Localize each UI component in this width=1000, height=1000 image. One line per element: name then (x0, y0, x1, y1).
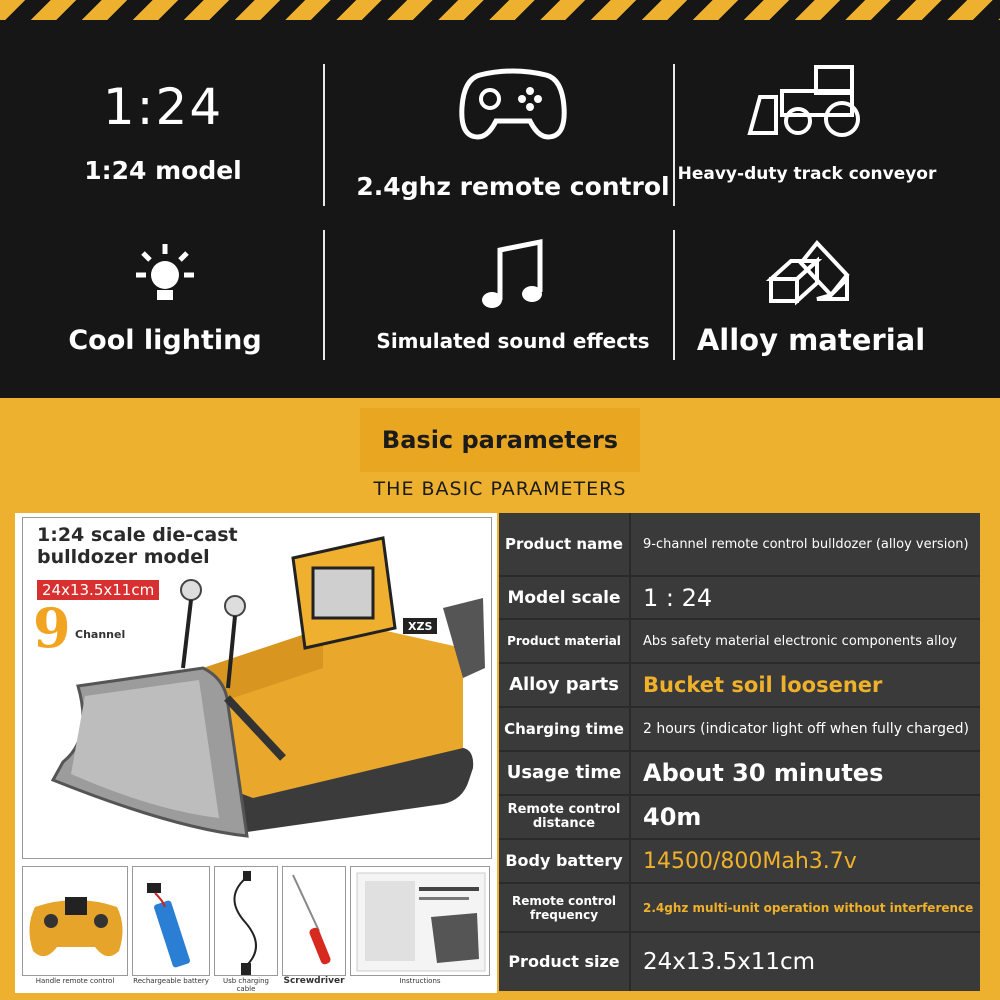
param-key: Remote control distance (499, 796, 631, 838)
accessory-label: Screwdriver (283, 976, 345, 986)
table-row (499, 884, 980, 933)
param-key: Product name (499, 513, 631, 575)
param-key: Alloy parts (499, 664, 631, 706)
hazard-stripe (0, 0, 1000, 20)
channel-number: 9 (33, 596, 71, 660)
ingot-icon (651, 235, 971, 315)
light-bulb-icon (5, 235, 325, 315)
divider (323, 64, 325, 206)
accessory-screwdriver (282, 866, 346, 976)
feature-scale (3, 62, 323, 185)
table-row (499, 708, 980, 752)
dimensions-tag: 24x13.5x11cm (37, 580, 159, 600)
table-row (499, 513, 980, 577)
image-caption: 1:24 scale die-cast bulldozer model (37, 524, 238, 568)
section-title-box (360, 408, 640, 472)
param-value: 24x13.5x11cm (643, 949, 816, 975)
param-value: 9-channel remote control bulldozer (alloy version) (643, 536, 969, 552)
param-value: Abs safety material electronic components alloy (643, 633, 957, 649)
music-note-icon (353, 235, 673, 315)
gamepad-icon (353, 58, 673, 148)
bulldozer-icon (647, 56, 967, 146)
param-value: 1 : 24 (643, 583, 713, 612)
accessory-label: Handle remote control (35, 977, 115, 985)
param-key: Remote control frequency (499, 884, 631, 931)
feature-remote (353, 58, 673, 201)
table-row (499, 664, 980, 708)
parameters-table (499, 513, 980, 991)
table-row (499, 620, 980, 664)
feature-alloy (651, 235, 971, 357)
param-key: Product material (499, 620, 631, 662)
param-key: Usage time (499, 752, 631, 794)
accessory-usb-cable (214, 866, 278, 976)
accessory-label: Usb charging cable (222, 977, 270, 993)
feature-sound-label: Simulated sound effects (376, 329, 650, 353)
feature-remote-label: 2.4ghz remote control (356, 172, 670, 201)
accessory-label: Instructions (399, 977, 441, 985)
usb-cable-icon (215, 867, 278, 976)
accessory-label: Rechargeable battery (133, 977, 209, 985)
feature-track (647, 56, 967, 184)
table-row (499, 796, 980, 840)
product-image-panel (15, 513, 497, 993)
feature-track-label: Heavy-duty track conveyor (677, 164, 937, 184)
screwdriver-icon (283, 867, 346, 976)
param-value: About 30 minutes (643, 759, 884, 787)
param-key: Model scale (499, 577, 631, 618)
accessory-battery (132, 866, 210, 976)
accessory-remote (22, 866, 128, 976)
channel-word: Channel (75, 628, 126, 641)
table-row (499, 752, 980, 796)
table-row (499, 840, 980, 884)
table-row (499, 933, 980, 991)
param-value: 2.4ghz multi-unit operation without interference (643, 900, 974, 915)
param-value: 14500/800Mah3.7v (643, 848, 857, 874)
feature-alloy-label: Alloy material (696, 323, 926, 357)
param-key: Product size (499, 933, 631, 991)
param-key: Charging time (499, 708, 631, 750)
param-key: Body battery (499, 840, 631, 882)
param-value: Bucket soil loosener (643, 673, 883, 697)
remote-controller-icon (23, 867, 128, 976)
feature-lighting (5, 235, 325, 356)
scale-display: 1:24 (102, 78, 224, 136)
feature-scale-label: 1:24 model (84, 156, 242, 185)
feature-band (0, 0, 1000, 398)
feature-lighting-label: Cool lighting (68, 325, 262, 356)
bulldozer-photo (22, 517, 492, 859)
section-subtitle: THE BASIC PARAMETERS (373, 478, 627, 500)
param-value: 40m (643, 803, 702, 831)
param-value: 2 hours (indicator light off when fully charged) (643, 721, 969, 737)
table-row (499, 577, 980, 620)
feature-sound (353, 235, 673, 353)
manual-icon (351, 867, 490, 976)
brand-badge: XZS (408, 620, 433, 633)
accessory-instructions (350, 866, 490, 976)
battery-icon (133, 867, 210, 976)
section-title: Basic parameters (381, 426, 619, 454)
